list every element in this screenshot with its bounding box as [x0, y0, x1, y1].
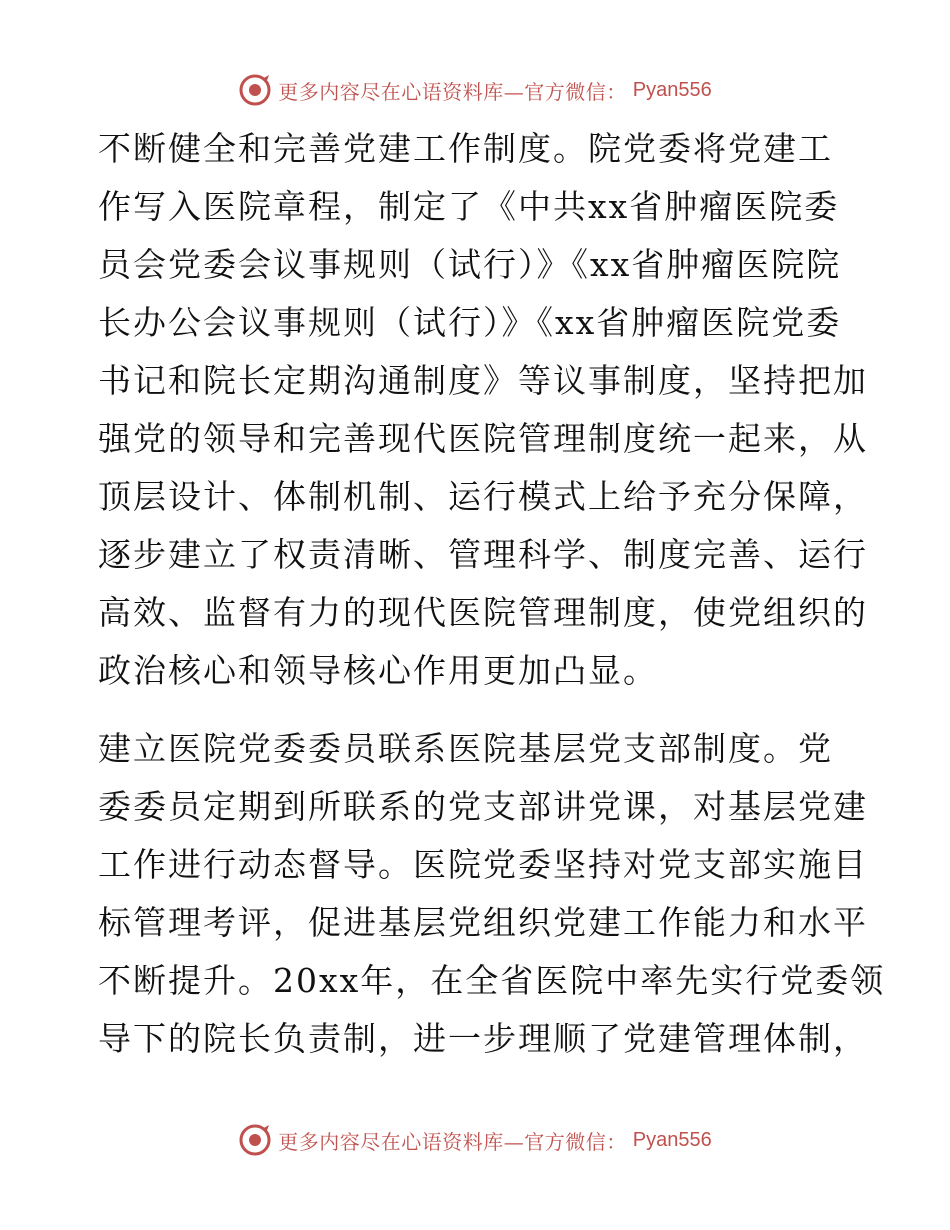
text-line: 顶层设计、体制机制、运行模式上给予充分保障，: [98, 477, 868, 516]
text-line: 作写入医院章程，制定了《中共xx省肿瘤医院委: [98, 187, 840, 226]
text-line: 政治核心和领导核心作用更加凸显。: [98, 651, 658, 690]
document-body: [98, 120, 886, 1068]
watermark-text: 更多内容尽在心语资料库—官方微信：: [278, 79, 627, 104]
text-line: 高效、监督有力的现代医院管理制度，使党组织的: [98, 593, 868, 632]
text-line: 长办公会议事规则（试行）》《xx省肿瘤医院党委: [98, 303, 842, 342]
text-line: 不断健全和完善党建工作制度。院党委将党建工: [98, 129, 833, 168]
watermark-wechat-id: Pyan556: [632, 78, 712, 101]
paragraph-1: [98, 120, 868, 700]
text-line: 委委员定期到所联系的党支部讲党课，对基层党建: [98, 787, 868, 826]
text-line: 工作进行动态督导。医院党委坚持对党支部实施目: [98, 845, 868, 884]
header-watermark: [0, 70, 950, 110]
text-line: 强党的领导和完善现代医院管理制度统一起来，从: [98, 419, 868, 458]
logo-icon: [238, 73, 272, 107]
footer-watermark: [0, 1120, 950, 1160]
text-line: 导下的院长负责制，进一步理顺了党建管理体制，: [98, 1019, 868, 1058]
logo-icon: [238, 1123, 272, 1157]
watermark-wechat-id: Pyan556: [632, 1128, 712, 1151]
paragraph-2: [98, 720, 886, 1068]
text-line: 建立医院党委委员联系医院基层党支部制度。党: [98, 729, 833, 768]
text-line: 员会党委会议事规则（试行）》《xx省肿瘤医院院: [98, 245, 842, 284]
text-line: 书记和院长定期沟通制度》等议事制度，坚持把加: [98, 361, 868, 400]
text-line: 逐步建立了权责清晰、管理科学、制度完善、运行: [98, 535, 868, 574]
watermark-text: 更多内容尽在心语资料库—官方微信：: [278, 1129, 627, 1154]
text-line: 不断提升。20xx年，在全省医院中率先实行党委领: [98, 961, 886, 1000]
text-line: 标管理考评，促进基层党组织党建工作能力和水平: [98, 903, 868, 942]
